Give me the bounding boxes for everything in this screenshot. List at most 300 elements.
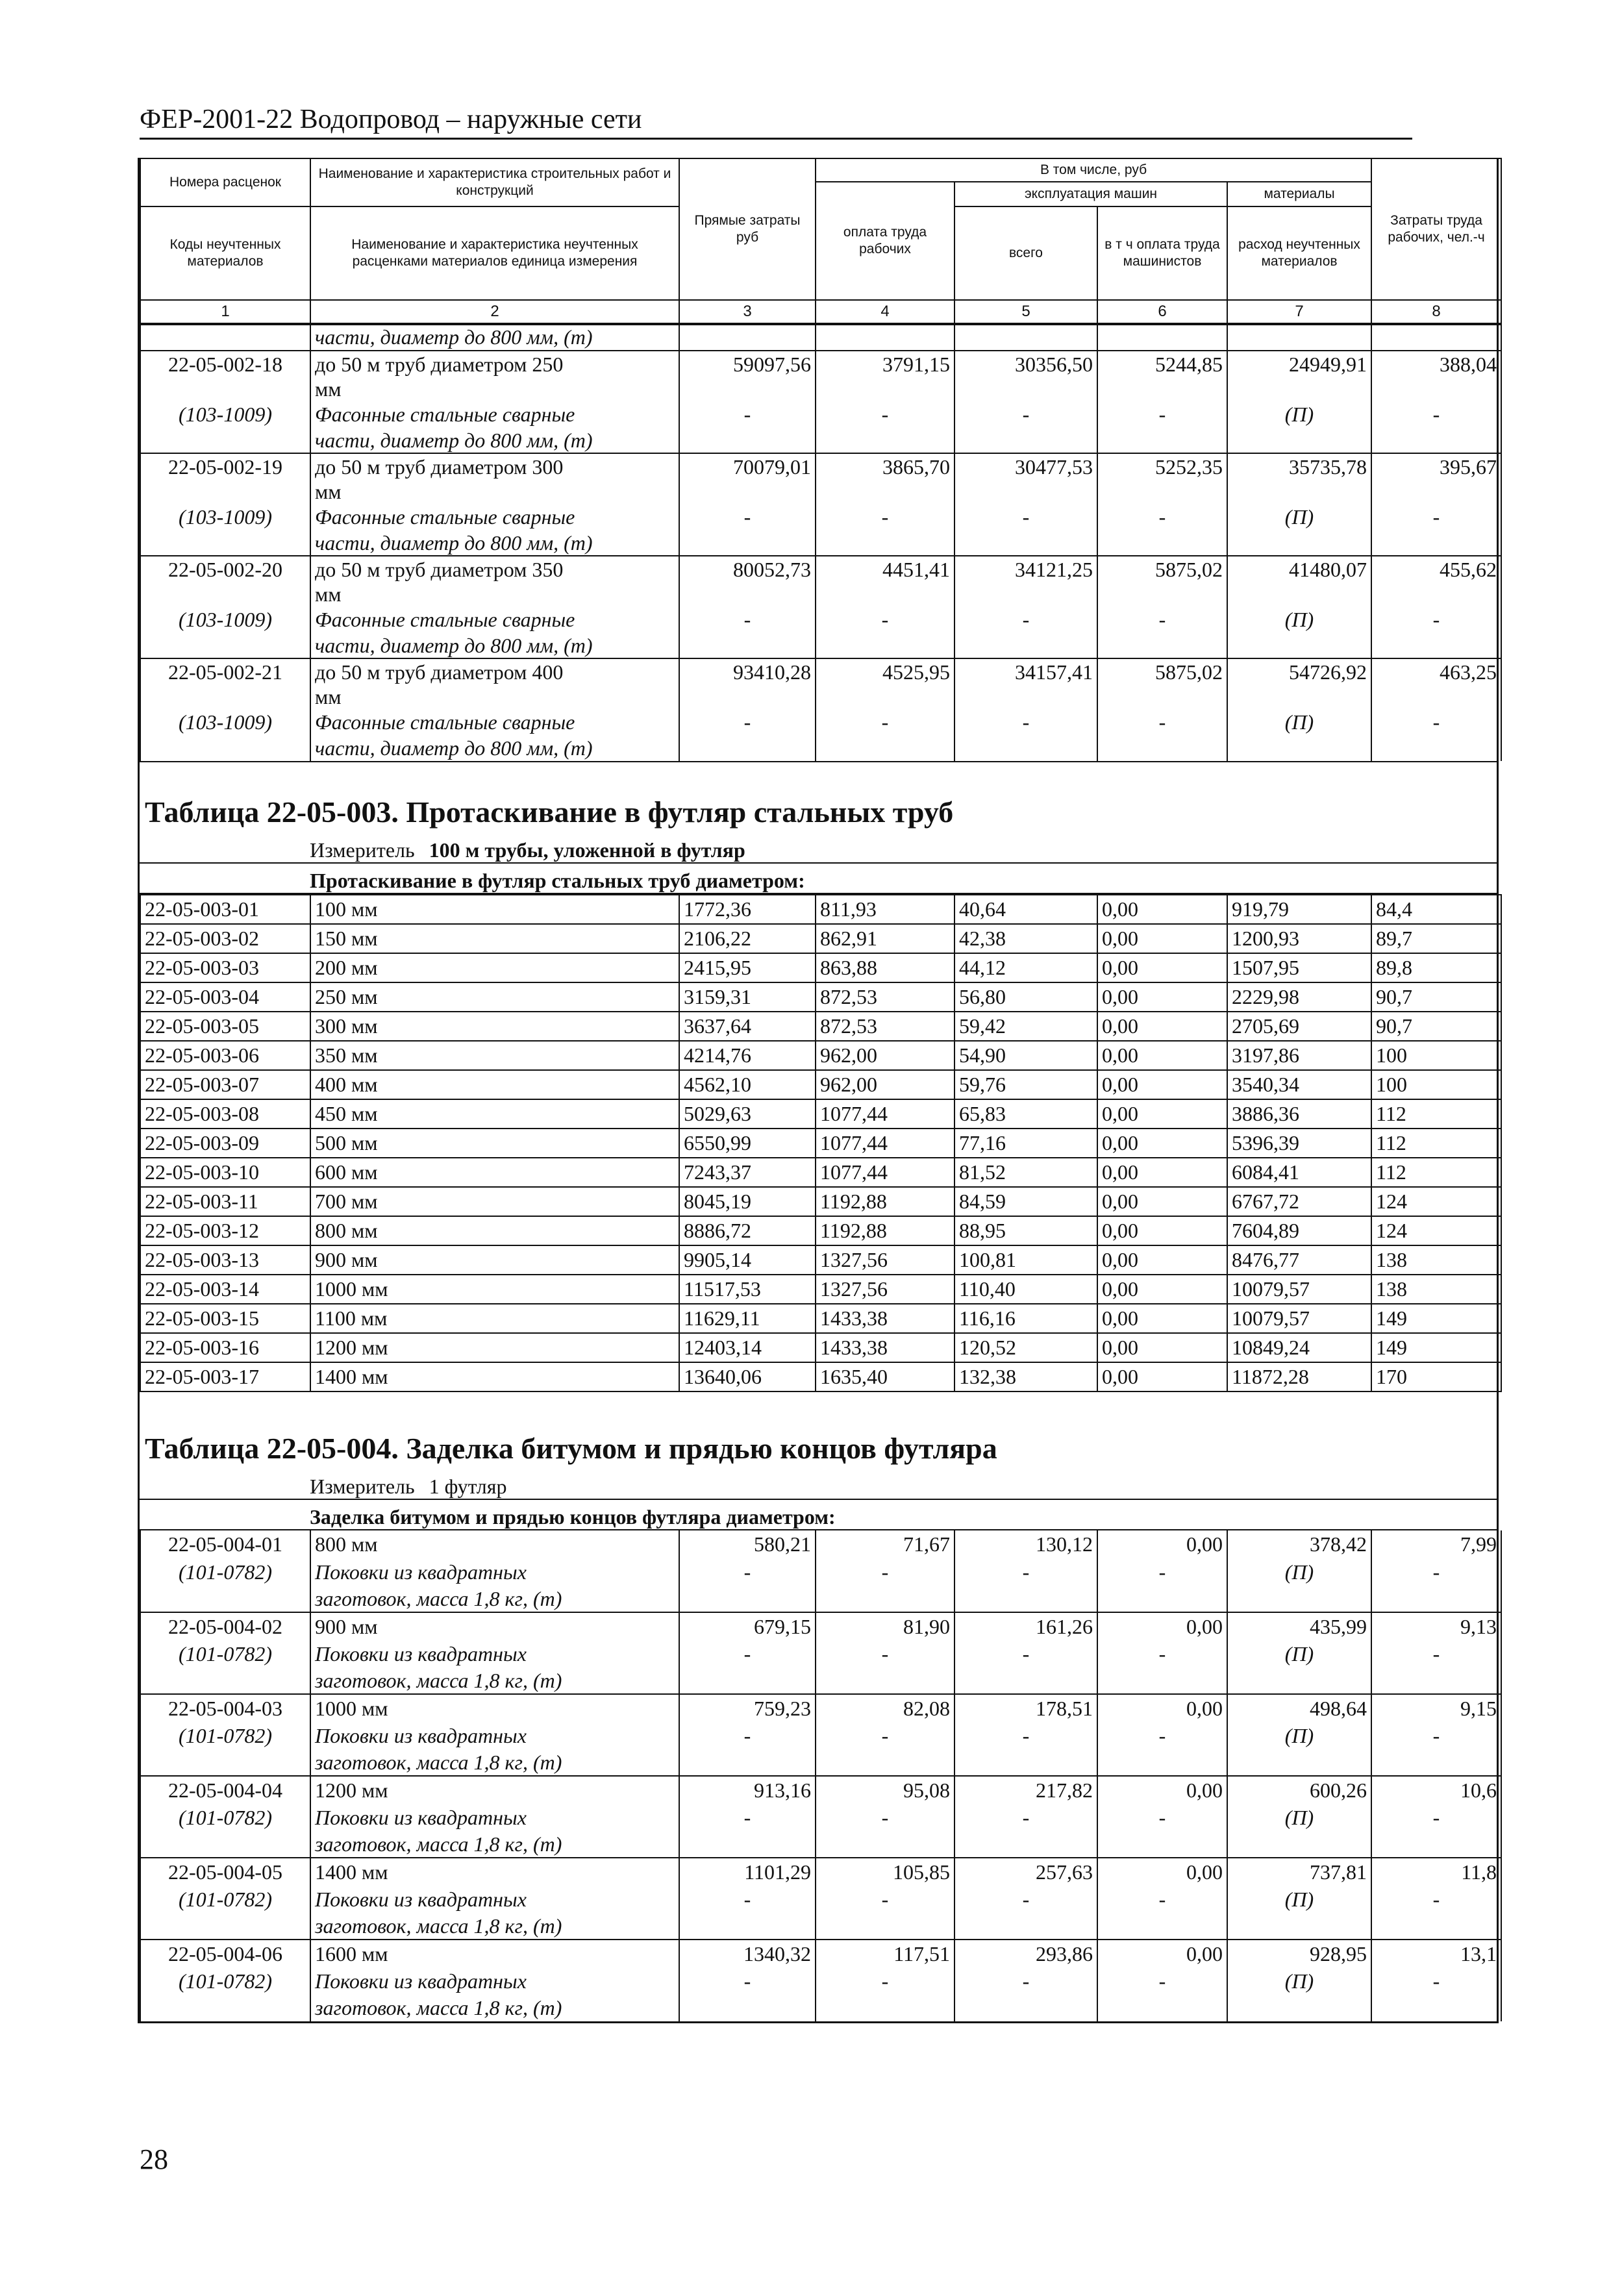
col-number: 1 bbox=[140, 300, 310, 323]
table-cell bbox=[816, 1586, 954, 1612]
material-name: части, диаметр до 800 мм, (т) bbox=[310, 531, 679, 556]
rate-code: 22-05-003-09 bbox=[140, 1129, 310, 1158]
dash-cell: - bbox=[816, 606, 954, 634]
material-name: Поковки из квадратных bbox=[310, 1559, 679, 1586]
dash-cell: - bbox=[679, 1886, 816, 1914]
table-row bbox=[140, 1668, 1501, 1694]
direct-costs: 5029,63 bbox=[679, 1099, 816, 1129]
header-col4: оплата труда рабочих bbox=[816, 182, 954, 300]
material-name: Поковки из квадратных bbox=[310, 1968, 679, 1995]
machines-total: 65,83 bbox=[954, 1099, 1097, 1129]
design-price-cell: (П) bbox=[1227, 1723, 1371, 1750]
materials: 10079,57 bbox=[1227, 1275, 1371, 1304]
material-name: Поковки из квадратных bbox=[310, 1723, 679, 1750]
table-cell bbox=[679, 1832, 816, 1858]
table-cell bbox=[816, 531, 954, 556]
material-code: (101-0782) bbox=[140, 1804, 310, 1832]
table-cell bbox=[954, 736, 1097, 761]
dash-cell: - bbox=[1371, 401, 1501, 429]
work-name: 600 мм bbox=[310, 1158, 679, 1187]
design-price-cell: (П) bbox=[1227, 1641, 1371, 1668]
work-name: 500 мм bbox=[310, 1129, 679, 1158]
materials: 8476,77 bbox=[1227, 1245, 1371, 1275]
table-cell bbox=[1097, 1586, 1227, 1612]
material-name: Поковки из квадратных bbox=[310, 1804, 679, 1832]
machines-total: 257,63 bbox=[954, 1858, 1097, 1886]
table-cell bbox=[1371, 1668, 1501, 1694]
material-code: (101-0782) bbox=[140, 1641, 310, 1668]
work-unit: мм bbox=[310, 686, 679, 709]
table-cell bbox=[954, 686, 1097, 709]
dash-cell: - bbox=[816, 1886, 954, 1914]
material-code: (101-0782) bbox=[140, 1968, 310, 1995]
table-row bbox=[140, 1559, 1501, 1586]
machines-total: 59,42 bbox=[954, 1012, 1097, 1041]
materials: 3886,36 bbox=[1227, 1099, 1371, 1129]
table-row bbox=[140, 606, 1501, 634]
direct-costs: 1340,32 bbox=[679, 1940, 816, 1968]
labor-hours: 149 bbox=[1371, 1333, 1501, 1362]
dash-cell: - bbox=[679, 401, 816, 429]
dash-cell: - bbox=[1097, 401, 1227, 429]
rate-code: 22-05-004-04 bbox=[140, 1776, 310, 1804]
labor-hours: 112 bbox=[1371, 1158, 1501, 1187]
table-row bbox=[140, 1187, 1501, 1216]
dash-cell: - bbox=[954, 1559, 1097, 1586]
work-name: 1400 мм bbox=[310, 1858, 679, 1886]
dash-cell: - bbox=[679, 606, 816, 634]
table-cell bbox=[954, 1750, 1097, 1776]
machines-total: 217,82 bbox=[954, 1776, 1097, 1804]
rate-code: 22-05-004-06 bbox=[140, 1940, 310, 1968]
table-cell bbox=[1097, 1995, 1227, 2021]
labor-hours: 13,1 bbox=[1371, 1940, 1501, 1968]
materials: 2229,98 bbox=[1227, 982, 1371, 1012]
table-row bbox=[140, 583, 1501, 606]
table-cell bbox=[816, 429, 954, 453]
labor-hours: 9,13 bbox=[1371, 1612, 1501, 1641]
dash-cell: - bbox=[1371, 1559, 1501, 1586]
machines-total: 132,38 bbox=[954, 1362, 1097, 1391]
materials: 498,64 bbox=[1227, 1694, 1371, 1723]
table-cell bbox=[1097, 531, 1227, 556]
machinist-pay: 0,00 bbox=[1097, 1216, 1227, 1245]
rate-code: 22-05-003-04 bbox=[140, 982, 310, 1012]
table-row bbox=[140, 1776, 1501, 1804]
labor-hours: 112 bbox=[1371, 1129, 1501, 1158]
table-cell bbox=[1227, 531, 1371, 556]
labor-hours: 170 bbox=[1371, 1362, 1501, 1391]
direct-costs: 913,16 bbox=[679, 1776, 816, 1804]
table-cell bbox=[816, 686, 954, 709]
labor-hours: 90,7 bbox=[1371, 1012, 1501, 1041]
work-unit: мм bbox=[310, 583, 679, 606]
table-cell bbox=[954, 1914, 1097, 1940]
rate-code: 22-05-003-05 bbox=[140, 1012, 310, 1041]
table-cell bbox=[954, 634, 1097, 658]
dash-cell: - bbox=[1097, 1723, 1227, 1750]
machinist-pay: 0,00 bbox=[1097, 1362, 1227, 1391]
work-name: 300 мм bbox=[310, 1012, 679, 1041]
dash-cell: - bbox=[954, 1723, 1097, 1750]
table-row bbox=[140, 1968, 1501, 1995]
labor-pay: 811,93 bbox=[816, 895, 954, 924]
machines-total: 130,12 bbox=[954, 1530, 1097, 1559]
direct-costs: 6550,99 bbox=[679, 1129, 816, 1158]
table-cell bbox=[140, 1995, 310, 2021]
table-cell bbox=[1227, 1914, 1371, 1940]
machinist-pay: 0,00 bbox=[1097, 924, 1227, 953]
material-name: Поковки из квадратных bbox=[310, 1886, 679, 1914]
rate-code: 22-05-003-16 bbox=[140, 1333, 310, 1362]
table-cell bbox=[140, 686, 310, 709]
labor-hours: 124 bbox=[1371, 1187, 1501, 1216]
table-cell bbox=[954, 583, 1097, 606]
dash-cell: - bbox=[954, 606, 1097, 634]
table-cell bbox=[1371, 583, 1501, 606]
labor-hours: 10,6 bbox=[1371, 1776, 1501, 1804]
table-row bbox=[140, 429, 1501, 453]
machinist-pay: 0,00 bbox=[1097, 1694, 1227, 1723]
table-cell bbox=[1097, 1668, 1227, 1694]
machinist-pay: 0,00 bbox=[1097, 1530, 1227, 1559]
dash-cell: - bbox=[679, 1559, 816, 1586]
table-cell bbox=[954, 1586, 1097, 1612]
labor-hours: 89,7 bbox=[1371, 924, 1501, 953]
machinist-pay: 0,00 bbox=[1097, 1129, 1227, 1158]
table-row bbox=[140, 1694, 1501, 1723]
machinist-pay: 0,00 bbox=[1097, 1012, 1227, 1041]
machinist-pay: 5875,02 bbox=[1097, 556, 1227, 583]
labor-pay: 1327,56 bbox=[816, 1275, 954, 1304]
labor-hours: 9,15 bbox=[1371, 1694, 1501, 1723]
material-name: заготовок, масса 1,8 кг, (т) bbox=[310, 1832, 679, 1858]
labor-hours: 84,4 bbox=[1371, 895, 1501, 924]
labor-pay: 1433,38 bbox=[816, 1333, 954, 1362]
measure-value: 100 м трубы, уложенной в футляр bbox=[429, 838, 745, 862]
labor-hours: 138 bbox=[1371, 1275, 1501, 1304]
table-cell bbox=[1097, 1750, 1227, 1776]
work-name: 1200 мм bbox=[310, 1776, 679, 1804]
design-price-cell: (П) bbox=[1227, 504, 1371, 531]
design-price-cell: (П) bbox=[1227, 606, 1371, 634]
direct-costs: 2415,95 bbox=[679, 953, 816, 982]
dash-cell: - bbox=[1371, 1723, 1501, 1750]
labor-hours: 388,04 bbox=[1371, 351, 1501, 378]
dash-cell: - bbox=[1097, 1886, 1227, 1914]
table-row bbox=[140, 1530, 1501, 1559]
dash-cell: - bbox=[816, 1804, 954, 1832]
design-price-cell: (П) bbox=[1227, 1559, 1371, 1586]
direct-costs: 3159,31 bbox=[679, 982, 816, 1012]
table-row bbox=[140, 658, 1501, 686]
table-row bbox=[140, 351, 1501, 378]
labor-pay: 1327,56 bbox=[816, 1245, 954, 1275]
labor-hours: 395,67 bbox=[1371, 453, 1501, 480]
dash-cell: - bbox=[679, 504, 816, 531]
dash-cell: - bbox=[954, 401, 1097, 429]
work-name: 700 мм bbox=[310, 1187, 679, 1216]
work-name: 200 мм bbox=[310, 953, 679, 982]
table-cell bbox=[679, 1668, 816, 1694]
labor-hours: 138 bbox=[1371, 1245, 1501, 1275]
material-name: Фасонные стальные сварные bbox=[310, 709, 679, 736]
table-cell bbox=[954, 325, 1097, 351]
table-row bbox=[140, 1750, 1501, 1776]
work-name: 1100 мм bbox=[310, 1304, 679, 1333]
table-row bbox=[140, 1129, 1501, 1158]
table-cell bbox=[1227, 480, 1371, 504]
rate-code: 22-05-003-07 bbox=[140, 1070, 310, 1099]
machines-total: 293,86 bbox=[954, 1940, 1097, 1968]
table-cell bbox=[140, 531, 310, 556]
machinist-pay: 0,00 bbox=[1097, 1275, 1227, 1304]
rate-code: 22-05-002-18 bbox=[140, 351, 310, 378]
header-col6: в т ч оплата труда машинистов bbox=[1097, 206, 1227, 300]
work-name: 250 мм bbox=[310, 982, 679, 1012]
table-row bbox=[140, 1995, 1501, 2021]
material-code: (101-0782) bbox=[140, 1559, 310, 1586]
design-price-cell: (П) bbox=[1227, 1804, 1371, 1832]
table-cell bbox=[1371, 325, 1501, 351]
labor-hours: 463,25 bbox=[1371, 658, 1501, 686]
machinist-pay: 0,00 bbox=[1097, 1940, 1227, 1968]
table-cell bbox=[1371, 686, 1501, 709]
table-cell bbox=[1097, 1832, 1227, 1858]
machinist-pay: 0,00 bbox=[1097, 1333, 1227, 1362]
material-name: части, диаметр до 800 мм, (т) bbox=[310, 736, 679, 761]
labor-pay: 3865,70 bbox=[816, 453, 954, 480]
labor-pay: 1077,44 bbox=[816, 1099, 954, 1129]
rate-code: 22-05-003-01 bbox=[140, 895, 310, 924]
dash-cell: - bbox=[954, 504, 1097, 531]
work-unit: мм bbox=[310, 480, 679, 504]
table-cell bbox=[816, 480, 954, 504]
table-row bbox=[140, 453, 1501, 480]
rate-code: 22-05-004-03 bbox=[140, 1694, 310, 1723]
table-row bbox=[140, 1245, 1501, 1275]
table-cell bbox=[1227, 686, 1371, 709]
table-cell bbox=[1371, 1995, 1501, 2021]
table-cell bbox=[1097, 634, 1227, 658]
table-row bbox=[140, 1070, 1501, 1099]
header-col2-top: Наименование и характеристика строительных работ и конструкций bbox=[310, 158, 679, 206]
table-row bbox=[140, 1304, 1501, 1333]
table-cell bbox=[140, 325, 310, 351]
table-frame bbox=[138, 158, 1499, 2023]
rate-code: 22-05-003-12 bbox=[140, 1216, 310, 1245]
material-name: Фасонные стальные сварные bbox=[310, 504, 679, 531]
rate-code: 22-05-002-20 bbox=[140, 556, 310, 583]
dash-cell: - bbox=[816, 1641, 954, 1668]
direct-costs: 70079,01 bbox=[679, 453, 816, 480]
table-cell bbox=[679, 1586, 816, 1612]
direct-costs: 1101,29 bbox=[679, 1858, 816, 1886]
dash-cell: - bbox=[679, 709, 816, 736]
rate-code: 22-05-003-17 bbox=[140, 1362, 310, 1391]
dash-cell: - bbox=[954, 1641, 1097, 1668]
header-col1-bottom: Коды неучтенных материалов bbox=[140, 206, 310, 300]
material-name: заготовок, масса 1,8 кг, (т) bbox=[310, 1995, 679, 2021]
direct-costs: 3637,64 bbox=[679, 1012, 816, 1041]
labor-hours: 100 bbox=[1371, 1070, 1501, 1099]
table-cell bbox=[140, 634, 310, 658]
header-materials: материалы bbox=[1227, 182, 1371, 206]
machinist-pay: 0,00 bbox=[1097, 982, 1227, 1012]
dash-cell: - bbox=[1371, 709, 1501, 736]
labor-pay: 1077,44 bbox=[816, 1129, 954, 1158]
machines-total: 88,95 bbox=[954, 1216, 1097, 1245]
machines-total: 84,59 bbox=[954, 1187, 1097, 1216]
materials: 3197,86 bbox=[1227, 1041, 1371, 1070]
direct-costs: 93410,28 bbox=[679, 658, 816, 686]
machines-total: 161,26 bbox=[954, 1612, 1097, 1641]
labor-hours: 100 bbox=[1371, 1041, 1501, 1070]
direct-costs: 8886,72 bbox=[679, 1216, 816, 1245]
subhead: Заделка битумом и прядью концов футляра диаметром: bbox=[140, 1505, 1497, 1530]
machines-total: 54,90 bbox=[954, 1041, 1097, 1070]
rate-code: 22-05-003-10 bbox=[140, 1158, 310, 1187]
table-cell bbox=[1097, 736, 1227, 761]
design-price-cell: (П) bbox=[1227, 709, 1371, 736]
dash-cell: - bbox=[954, 1804, 1097, 1832]
table-row bbox=[140, 634, 1501, 658]
dash-cell: - bbox=[1097, 504, 1227, 531]
dash-cell: - bbox=[679, 1968, 816, 1995]
measure-label: Измеритель bbox=[310, 1475, 415, 1498]
machinist-pay: 5244,85 bbox=[1097, 351, 1227, 378]
dash-cell: - bbox=[679, 1804, 816, 1832]
machinist-pay: 0,00 bbox=[1097, 1070, 1227, 1099]
rate-code: 22-05-002-19 bbox=[140, 453, 310, 480]
rate-code: 22-05-003-15 bbox=[140, 1304, 310, 1333]
table-cell bbox=[679, 378, 816, 401]
table-row bbox=[140, 1586, 1501, 1612]
direct-costs: 8045,19 bbox=[679, 1187, 816, 1216]
dash-cell: - bbox=[1371, 1886, 1501, 1914]
table-row bbox=[140, 1723, 1501, 1750]
table-cell bbox=[954, 429, 1097, 453]
work-name: до 50 м труб диаметром 350 bbox=[310, 556, 679, 583]
table-row bbox=[140, 736, 1501, 761]
materials: 6084,41 bbox=[1227, 1158, 1371, 1187]
machinist-pay: 5252,35 bbox=[1097, 453, 1227, 480]
table-cell bbox=[679, 634, 816, 658]
table-cell bbox=[1227, 1668, 1371, 1694]
dash-cell: - bbox=[1371, 1968, 1501, 1995]
dash-cell: - bbox=[679, 1723, 816, 1750]
work-name: 450 мм bbox=[310, 1099, 679, 1129]
col-number: 3 bbox=[679, 300, 816, 323]
machines-total: 110,40 bbox=[954, 1275, 1097, 1304]
rate-code: 22-05-003-08 bbox=[140, 1099, 310, 1129]
table-row bbox=[140, 1940, 1501, 1968]
table-cell bbox=[954, 1668, 1097, 1694]
machines-total: 30356,50 bbox=[954, 351, 1097, 378]
work-name: до 50 м труб диаметром 250 bbox=[310, 351, 679, 378]
col-number: 5 bbox=[954, 300, 1097, 323]
materials: 41480,07 bbox=[1227, 556, 1371, 583]
machines-total: 116,16 bbox=[954, 1304, 1097, 1333]
materials: 1200,93 bbox=[1227, 924, 1371, 953]
direct-costs: 11517,53 bbox=[679, 1275, 816, 1304]
dash-cell: - bbox=[1097, 709, 1227, 736]
material-name: заготовок, масса 1,8 кг, (т) bbox=[310, 1586, 679, 1612]
table-cell bbox=[679, 480, 816, 504]
work-name: 900 мм bbox=[310, 1245, 679, 1275]
work-name: 1600 мм bbox=[310, 1940, 679, 1968]
dash-cell: - bbox=[1371, 1804, 1501, 1832]
table-row bbox=[140, 531, 1501, 556]
machines-total: 40,64 bbox=[954, 895, 1097, 924]
material-name: Фасонные стальные сварные bbox=[310, 401, 679, 429]
col-number: 4 bbox=[816, 300, 954, 323]
dash-cell: - bbox=[816, 504, 954, 531]
materials: 928,95 bbox=[1227, 1940, 1371, 1968]
table-cell bbox=[1371, 1832, 1501, 1858]
table-cell bbox=[679, 325, 816, 351]
col-number: 2 bbox=[310, 300, 679, 323]
material-code: (103-1009) bbox=[140, 401, 310, 429]
direct-costs: 9905,14 bbox=[679, 1245, 816, 1275]
labor-pay: 862,91 bbox=[816, 924, 954, 953]
table-row bbox=[140, 1612, 1501, 1641]
machinist-pay: 0,00 bbox=[1097, 1858, 1227, 1886]
section-title: Таблица 22-05-003. Протаскивание в футляр стальных труб bbox=[145, 795, 954, 829]
labor-pay: 1433,38 bbox=[816, 1304, 954, 1333]
dash-cell: - bbox=[1097, 1804, 1227, 1832]
design-price-cell: (П) bbox=[1227, 1886, 1371, 1914]
table-cell bbox=[1371, 378, 1501, 401]
labor-pay: 962,00 bbox=[816, 1041, 954, 1070]
measure-line bbox=[140, 1475, 1497, 1500]
labor-pay: 872,53 bbox=[816, 982, 954, 1012]
dash-cell: - bbox=[1097, 1641, 1227, 1668]
rate-code: 22-05-003-11 bbox=[140, 1187, 310, 1216]
work-name: 150 мм bbox=[310, 924, 679, 953]
table-row bbox=[140, 401, 1501, 429]
table-cell bbox=[816, 1668, 954, 1694]
materials: 600,26 bbox=[1227, 1776, 1371, 1804]
labor-pay: 1635,40 bbox=[816, 1362, 954, 1391]
dash-cell: - bbox=[816, 1968, 954, 1995]
table-row bbox=[140, 924, 1501, 953]
table-cell bbox=[816, 378, 954, 401]
table-cell bbox=[140, 736, 310, 761]
header-col5: всего bbox=[954, 206, 1097, 300]
materials: 24949,91 bbox=[1227, 351, 1371, 378]
table-cell bbox=[816, 1750, 954, 1776]
table-row bbox=[140, 1362, 1501, 1391]
table-cell bbox=[679, 1995, 816, 2021]
table-cell bbox=[1371, 1750, 1501, 1776]
table-cell bbox=[1371, 736, 1501, 761]
direct-costs: 59097,56 bbox=[679, 351, 816, 378]
material-name: части, диаметр до 800 мм, (т) bbox=[310, 429, 679, 453]
subhead: Протаскивание в футляр стальных труб диаметром: bbox=[140, 869, 1497, 894]
table-cell bbox=[679, 736, 816, 761]
direct-costs: 80052,73 bbox=[679, 556, 816, 583]
col-number: 6 bbox=[1097, 300, 1227, 323]
work-name: 800 мм bbox=[310, 1530, 679, 1559]
labor-pay: 95,08 bbox=[816, 1776, 954, 1804]
table-cell bbox=[679, 1750, 816, 1776]
header-machines: эксплуатация машин bbox=[954, 182, 1227, 206]
table-row bbox=[140, 1858, 1501, 1886]
machines-total: 56,80 bbox=[954, 982, 1097, 1012]
labor-pay: 962,00 bbox=[816, 1070, 954, 1099]
labor-hours: 90,7 bbox=[1371, 982, 1501, 1012]
